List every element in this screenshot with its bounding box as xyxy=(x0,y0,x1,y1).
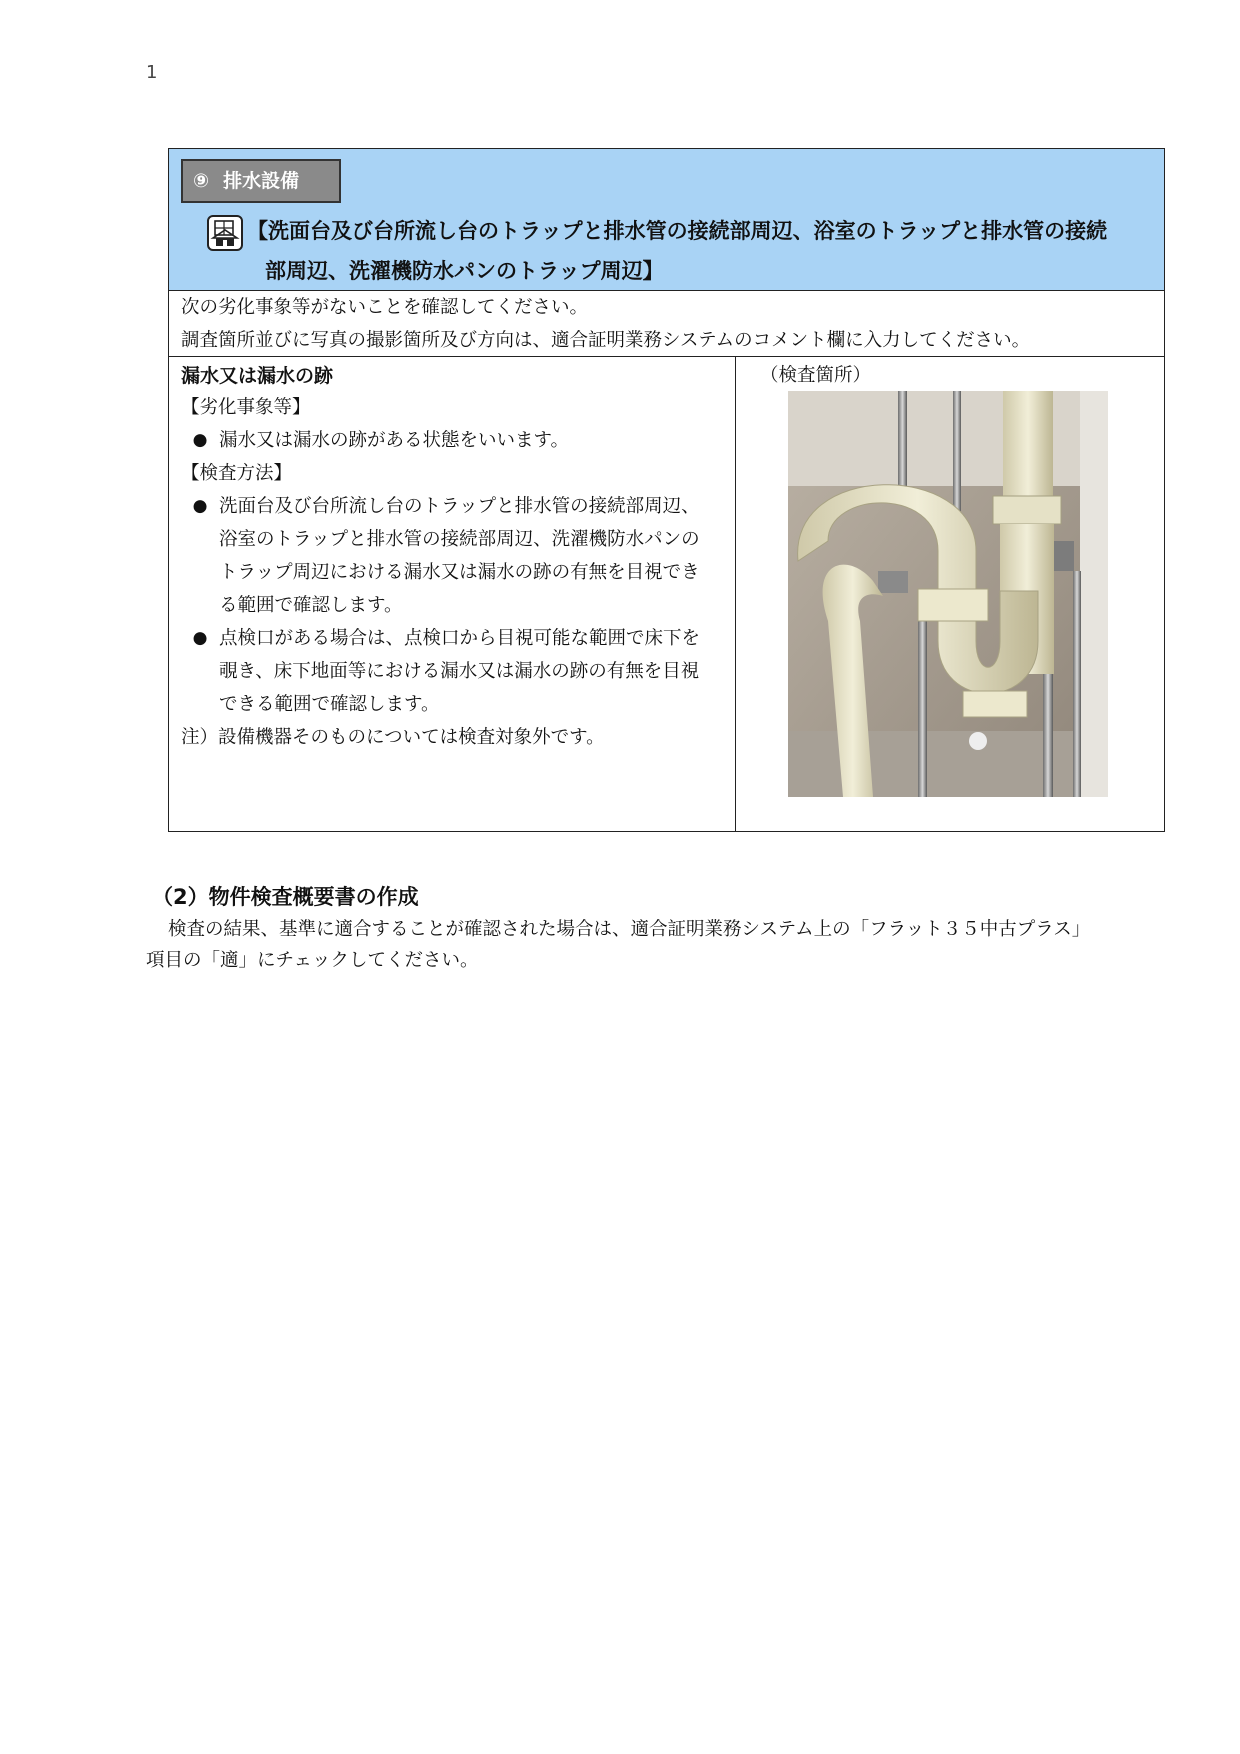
section-label: 排水設備 xyxy=(223,170,300,192)
list-item xyxy=(181,424,735,457)
scope-line-2: 部周辺、洗濯機防水パンのトラップ周辺】 xyxy=(265,259,664,283)
instruction-line: 調査箇所並びに写真の撮影箇所及び方向は、適合証明業務システムのコメント欄に入力してください。 xyxy=(181,330,1031,351)
inspection-item xyxy=(169,357,736,831)
scope-line-1: 【洗面台及び台所流し台のトラップと排水管の接続部周辺、浴室のトラップと排水管の接続 xyxy=(247,219,1108,243)
bullet-text: 漏水又は漏水の跡がある状態をいいます。 xyxy=(219,430,570,451)
section-header xyxy=(169,149,1164,291)
list-item xyxy=(181,490,735,622)
section-2-body: 検査の結果、基準に適合することが確認された場合は、適合証明業務システム上の「フラット３５中古プラス」項目の「適」にチェックしてください。 xyxy=(146,919,1091,971)
drain-trap-photo xyxy=(788,391,1108,797)
list-item xyxy=(181,622,735,721)
house-icon xyxy=(207,215,243,251)
photo-caption: （検査箇所） xyxy=(760,365,872,386)
item-note: 注）設備機器そのものについては検査対象外です。 xyxy=(181,727,605,748)
bullet-icon: ● xyxy=(192,628,208,648)
section-2-heading: （2）物件検査概要書の作成 xyxy=(152,885,419,909)
inspection-table xyxy=(168,148,1165,832)
photo-cell xyxy=(736,357,1164,831)
bullet-text: 点検口がある場合は、点検口から目視可能な範囲で床下を覗き、床下地面等における漏水又は漏水の跡の有無を目視できる範囲で確認します。 xyxy=(219,628,701,715)
page-marker: 1 xyxy=(146,62,158,83)
section-tab xyxy=(181,159,341,203)
item-title: 漏水又は漏水の跡 xyxy=(181,365,334,387)
section-2 xyxy=(146,880,1106,976)
method-heading: 【検査方法】 xyxy=(181,463,293,484)
inspection-scope xyxy=(247,211,1147,291)
bullet-icon: ● xyxy=(192,430,208,450)
instructions xyxy=(169,291,1164,357)
deterioration-heading: 【劣化事象等】 xyxy=(181,397,311,418)
section-number: ⑨ xyxy=(193,170,210,192)
bullet-icon: ● xyxy=(192,496,208,516)
instruction-line: 次の劣化事象等がないことを確認してください。 xyxy=(181,297,589,318)
bullet-text: 洗面台及び台所流し台のトラップと排水管の接続部周辺、浴室のトラップと排水管の接続部周辺、洗濯機防水パンのトラップ周辺における漏水又は漏水の跡の有無を目視できる範囲で確認します。 xyxy=(219,496,700,616)
